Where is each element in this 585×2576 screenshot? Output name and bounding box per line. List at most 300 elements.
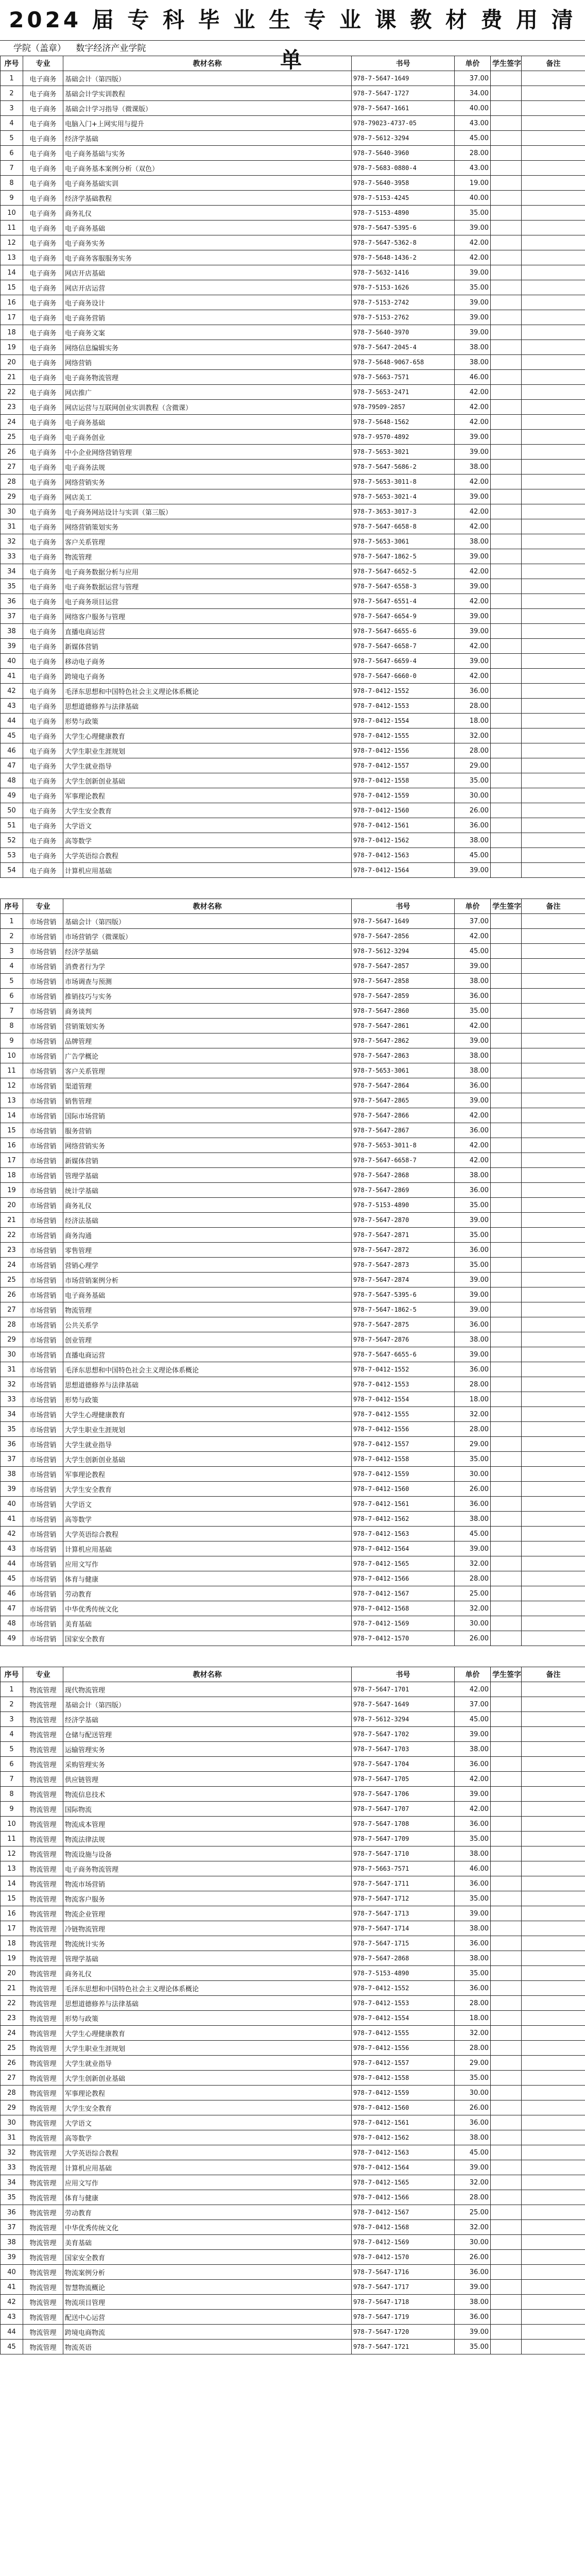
row-signature-cell[interactable] <box>491 1921 522 1936</box>
table-row <box>1 1571 585 1586</box>
row-major: 市场营销 <box>23 959 63 974</box>
row-isbn: 978-7-5647-2866 <box>352 1108 455 1123</box>
row-signature-cell[interactable] <box>491 1287 522 1302</box>
row-signature-cell[interactable] <box>491 1422 522 1437</box>
row-note-cell <box>522 1078 585 1093</box>
row-signature-cell[interactable] <box>491 639 522 654</box>
row-seq: 42 <box>1 684 23 699</box>
row-isbn: 978-7-5647-1718 <box>352 2295 455 2310</box>
row-major: 电子商务 <box>23 758 63 773</box>
row-seq: 34 <box>1 2175 23 2190</box>
row-textbook: 经济法基础 <box>63 1213 352 1228</box>
row-note-cell <box>522 1168 585 1183</box>
row-textbook: 电子商务创业 <box>63 430 352 445</box>
row-major: 市场营销 <box>23 1198 63 1213</box>
row-signature-cell[interactable] <box>491 2026 522 2041</box>
row-signature-cell[interactable] <box>491 1787 522 1802</box>
row-price: 42.00 <box>455 385 491 400</box>
row-signature-cell[interactable] <box>491 415 522 430</box>
row-isbn: 978-7-5647-2876 <box>352 1332 455 1347</box>
row-note-cell <box>522 929 585 944</box>
row-signature-cell[interactable] <box>491 1078 522 1093</box>
row-signature-cell[interactable] <box>491 176 522 191</box>
row-major: 物流管理 <box>23 2205 63 2220</box>
row-note-cell <box>522 1497 585 1512</box>
row-isbn: 978-7-5653-2471 <box>352 385 455 400</box>
row-major: 物流管理 <box>23 1757 63 1772</box>
row-signature-cell[interactable] <box>491 974 522 989</box>
table-row <box>1 340 585 355</box>
row-seq: 35 <box>1 579 23 594</box>
row-signature-cell[interactable] <box>491 2250 522 2265</box>
row-major: 市场营销 <box>23 1362 63 1377</box>
row-isbn: 978-7-5647-2874 <box>352 1273 455 1287</box>
row-major: 电子商务 <box>23 161 63 176</box>
row-signature-cell[interactable] <box>491 2041 522 2056</box>
row-signature-cell[interactable] <box>491 1527 522 1541</box>
row-signature-cell[interactable] <box>491 1996 522 2011</box>
row-textbook: 网络信息编辑实务 <box>63 340 352 355</box>
row-signature-cell[interactable] <box>491 1213 522 1228</box>
row-isbn: 978-7-0412-1559 <box>352 2086 455 2100</box>
row-major: 市场营销 <box>23 1631 63 1646</box>
row-signature-cell[interactable] <box>491 833 522 848</box>
row-note-cell <box>522 519 585 534</box>
row-signature-cell[interactable] <box>491 2160 522 2175</box>
row-price: 35.00 <box>455 1258 491 1273</box>
row-price: 18.00 <box>455 714 491 728</box>
row-signature-cell[interactable] <box>491 863 522 878</box>
row-signature-cell[interactable] <box>491 2295 522 2310</box>
row-note-cell <box>522 176 585 191</box>
row-signature-cell[interactable] <box>491 1832 522 1846</box>
row-major: 物流管理 <box>23 1802 63 1817</box>
row-signature-cell[interactable] <box>491 699 522 714</box>
row-signature-cell[interactable] <box>491 624 522 639</box>
row-major: 物流管理 <box>23 2295 63 2310</box>
row-signature-cell[interactable] <box>491 1108 522 1123</box>
row-signature-cell[interactable] <box>491 929 522 944</box>
table-row <box>1 2205 585 2220</box>
row-signature-cell[interactable] <box>491 2265 522 2280</box>
section-logistics-table <box>0 1667 585 2354</box>
row-signature-cell[interactable] <box>491 1861 522 1876</box>
row-major: 电子商务 <box>23 176 63 191</box>
row-major: 物流管理 <box>23 2011 63 2026</box>
row-signature-cell[interactable] <box>491 131 522 146</box>
row-signature-cell[interactable] <box>491 914 522 929</box>
row-signature-cell[interactable] <box>491 355 522 370</box>
row-note-cell <box>522 1527 585 1541</box>
header-textbook: 教材名称 <box>63 1667 352 1682</box>
row-seq: 51 <box>1 818 23 833</box>
row-signature-cell[interactable] <box>491 1153 522 1168</box>
row-note-cell <box>522 86 585 101</box>
row-signature-cell[interactable] <box>491 1712 522 1727</box>
row-seq: 44 <box>1 2325 23 2340</box>
row-signature-cell[interactable] <box>491 2205 522 2220</box>
row-note-cell <box>522 1616 585 1631</box>
row-signature-cell[interactable] <box>491 1048 522 1063</box>
row-signature-cell[interactable] <box>491 848 522 863</box>
row-signature-cell[interactable] <box>491 594 522 609</box>
row-note-cell <box>522 250 585 265</box>
row-signature-cell[interactable] <box>491 2310 522 2325</box>
row-signature-cell[interactable] <box>491 2145 522 2160</box>
row-major: 电子商务 <box>23 280 63 295</box>
row-signature-cell[interactable] <box>491 1168 522 1183</box>
row-major: 物流管理 <box>23 2071 63 2086</box>
row-isbn: 978-7-5647-2867 <box>352 1123 455 1138</box>
row-signature-cell[interactable] <box>491 1198 522 1213</box>
row-textbook: 毛泽东思想和中国特色社会主义理论体系概论 <box>63 1981 352 1996</box>
row-signature-cell[interactable] <box>491 71 522 86</box>
row-signature-cell[interactable] <box>491 1556 522 1571</box>
row-signature-cell[interactable] <box>491 803 522 818</box>
row-signature-cell[interactable] <box>491 1817 522 1832</box>
row-major: 物流管理 <box>23 1742 63 1757</box>
row-seq: 11 <box>1 221 23 235</box>
row-signature-cell[interactable] <box>491 669 522 684</box>
row-signature-cell[interactable] <box>491 2056 522 2071</box>
row-signature-cell[interactable] <box>491 1452 522 1467</box>
row-isbn: 978-7-0412-1554 <box>352 714 455 728</box>
row-isbn: 978-7-5647-5395-6 <box>352 221 455 235</box>
row-signature-cell[interactable] <box>491 280 522 295</box>
row-isbn: 978-7-0412-1553 <box>352 699 455 714</box>
row-major: 市场营销 <box>23 914 63 929</box>
row-signature-cell[interactable] <box>491 1467 522 1482</box>
row-signature-cell[interactable] <box>491 1936 522 1951</box>
row-signature-cell[interactable] <box>491 1876 522 1891</box>
row-signature-cell[interactable] <box>491 989 522 1004</box>
row-signature-cell[interactable] <box>491 1332 522 1347</box>
row-signature-cell[interactable] <box>491 1482 522 1497</box>
row-signature-cell[interactable] <box>491 728 522 743</box>
row-price: 38.00 <box>455 1921 491 1936</box>
row-isbn: 978-7-5647-6654-9 <box>352 609 455 624</box>
row-signature-cell[interactable] <box>491 1392 522 1407</box>
row-signature-cell[interactable] <box>491 2071 522 2086</box>
row-signature-cell[interactable] <box>491 1063 522 1078</box>
row-note-cell <box>522 1243 585 1258</box>
row-signature-cell[interactable] <box>491 2340 522 2354</box>
row-signature-cell[interactable] <box>491 1407 522 1422</box>
row-textbook: 大学生创新创业基础 <box>63 2071 352 2086</box>
row-textbook: 网店推广 <box>63 385 352 400</box>
row-signature-cell[interactable] <box>491 310 522 325</box>
row-signature-cell[interactable] <box>491 743 522 758</box>
row-textbook: 商务礼仪 <box>63 206 352 221</box>
row-signature-cell[interactable] <box>491 1362 522 1377</box>
row-isbn: 978-7-5647-1862-5 <box>352 1302 455 1317</box>
row-signature-cell[interactable] <box>491 773 522 788</box>
header-isbn: 书号 <box>352 1667 455 1682</box>
row-isbn: 978-7-5647-1713 <box>352 1906 455 1921</box>
row-isbn: 978-7-5647-6655-6 <box>352 1347 455 1362</box>
row-price: 40.00 <box>455 191 491 206</box>
row-signature-cell[interactable] <box>491 1123 522 1138</box>
row-signature-cell[interactable] <box>491 1302 522 1317</box>
row-signature-cell[interactable] <box>491 2115 522 2130</box>
row-signature-cell[interactable] <box>491 564 522 579</box>
row-signature-cell[interactable] <box>491 654 522 669</box>
row-signature-cell[interactable] <box>491 714 522 728</box>
row-isbn: 978-7-0412-1552 <box>352 684 455 699</box>
row-signature-cell[interactable] <box>491 235 522 250</box>
row-signature-cell[interactable] <box>491 86 522 101</box>
row-seq: 45 <box>1 2340 23 2354</box>
row-seq: 15 <box>1 280 23 295</box>
row-signature-cell[interactable] <box>491 385 522 400</box>
table-row <box>1 1078 585 1093</box>
row-note-cell <box>522 146 585 161</box>
row-signature-cell[interactable] <box>491 1258 522 1273</box>
row-seq: 39 <box>1 639 23 654</box>
row-signature-cell[interactable] <box>491 445 522 460</box>
row-textbook: 电子商务文案 <box>63 325 352 340</box>
row-major: 电子商务 <box>23 579 63 594</box>
row-price: 35.00 <box>455 1891 491 1906</box>
row-note-cell <box>522 728 585 743</box>
row-signature-cell[interactable] <box>491 519 522 534</box>
row-signature-cell[interactable] <box>491 460 522 474</box>
row-seq: 14 <box>1 1876 23 1891</box>
table-row <box>1 1616 585 1631</box>
row-signature-cell[interactable] <box>491 1317 522 1332</box>
row-major: 市场营销 <box>23 1437 63 1452</box>
row-signature-cell[interactable] <box>491 2130 522 2145</box>
row-signature-cell[interactable] <box>491 788 522 803</box>
row-signature-cell[interactable] <box>491 534 522 549</box>
row-signature-cell[interactable] <box>491 250 522 265</box>
row-signature-cell[interactable] <box>491 474 522 489</box>
row-textbook: 消费者行为学 <box>63 959 352 974</box>
row-seq: 32 <box>1 1377 23 1392</box>
row-signature-cell[interactable] <box>491 400 522 415</box>
row-price: 35.00 <box>455 2340 491 2354</box>
row-signature-cell[interactable] <box>491 1347 522 1362</box>
row-note-cell <box>522 221 585 235</box>
row-signature-cell[interactable] <box>491 1966 522 1981</box>
table-row <box>1 1437 585 1452</box>
row-signature-cell[interactable] <box>491 758 522 773</box>
row-note-cell <box>522 564 585 579</box>
row-textbook: 新媒体营销 <box>63 1153 352 1168</box>
row-price: 39.00 <box>455 1213 491 1228</box>
row-signature-cell[interactable] <box>491 549 522 564</box>
row-signature-cell[interactable] <box>491 1906 522 1921</box>
row-signature-cell[interactable] <box>491 430 522 445</box>
row-signature-cell[interactable] <box>491 1586 522 1601</box>
table-row <box>1 2295 585 2310</box>
row-signature-cell[interactable] <box>491 370 522 385</box>
row-price: 40.00 <box>455 101 491 116</box>
row-seq: 18 <box>1 325 23 340</box>
row-price: 45.00 <box>455 2145 491 2160</box>
row-seq: 32 <box>1 534 23 549</box>
row-textbook: 跨境电子商务 <box>63 669 352 684</box>
row-seq: 21 <box>1 1981 23 1996</box>
row-note-cell <box>522 534 585 549</box>
row-signature-cell[interactable] <box>491 1228 522 1243</box>
row-textbook: 大学生安全教育 <box>63 1482 352 1497</box>
row-signature-cell[interactable] <box>491 1497 522 1512</box>
row-textbook: 大学生安全教育 <box>63 803 352 818</box>
row-price: 30.00 <box>455 2235 491 2250</box>
row-price: 32.00 <box>455 1556 491 1571</box>
row-signature-cell[interactable] <box>491 265 522 280</box>
row-note-cell <box>522 1332 585 1347</box>
row-note-cell <box>522 1467 585 1482</box>
row-signature-cell[interactable] <box>491 191 522 206</box>
table-row <box>1 1422 585 1437</box>
row-textbook: 市场调查与预测 <box>63 974 352 989</box>
row-signature-cell[interactable] <box>491 1033 522 1048</box>
row-signature-cell[interactable] <box>491 325 522 340</box>
row-signature-cell[interactable] <box>491 1802 522 1817</box>
row-signature-cell[interactable] <box>491 579 522 594</box>
row-signature-cell[interactable] <box>491 1004 522 1019</box>
row-signature-cell[interactable] <box>491 1437 522 1452</box>
row-signature-cell[interactable] <box>491 489 522 504</box>
row-signature-cell[interactable] <box>491 2175 522 2190</box>
row-signature-cell[interactable] <box>491 101 522 116</box>
table-row <box>1 385 585 400</box>
row-signature-cell[interactable] <box>491 2220 522 2235</box>
row-textbook: 跨境电商物流 <box>63 2325 352 2340</box>
row-signature-cell[interactable] <box>491 1891 522 1906</box>
row-textbook: 计算机应用基础 <box>63 2160 352 2175</box>
row-signature-cell[interactable] <box>491 2100 522 2115</box>
row-signature-cell[interactable] <box>491 1682 522 1697</box>
row-signature-cell[interactable] <box>491 959 522 974</box>
row-price: 39.00 <box>455 430 491 445</box>
row-signature-cell[interactable] <box>491 1273 522 1287</box>
row-signature-cell[interactable] <box>491 504 522 519</box>
row-textbook: 电子商务基础实训 <box>63 176 352 191</box>
row-note-cell <box>522 594 585 609</box>
row-signature-cell[interactable] <box>491 1757 522 1772</box>
row-signature-cell[interactable] <box>491 2325 522 2340</box>
row-seq: 22 <box>1 1996 23 2011</box>
table-row <box>1 1817 585 1832</box>
row-major: 物流管理 <box>23 2086 63 2100</box>
row-signature-cell[interactable] <box>491 1571 522 1586</box>
row-signature-cell[interactable] <box>491 1138 522 1153</box>
table-row <box>1 1213 585 1228</box>
row-signature-cell[interactable] <box>491 2086 522 2100</box>
table-row <box>1 474 585 489</box>
row-textbook: 国际物流 <box>63 1802 352 1817</box>
row-price: 43.00 <box>455 161 491 176</box>
row-price: 28.00 <box>455 699 491 714</box>
row-major: 物流管理 <box>23 1996 63 2011</box>
row-note-cell <box>522 1019 585 1033</box>
row-signature-cell[interactable] <box>491 684 522 699</box>
row-price: 35.00 <box>455 1452 491 1467</box>
row-signature-cell[interactable] <box>491 1697 522 1712</box>
row-signature-cell[interactable] <box>491 295 522 310</box>
row-seq: 49 <box>1 788 23 803</box>
row-signature-cell[interactable] <box>491 2011 522 2026</box>
row-signature-cell[interactable] <box>491 1631 522 1646</box>
row-signature-cell[interactable] <box>491 161 522 176</box>
row-signature-cell[interactable] <box>491 1981 522 1996</box>
row-price: 42.00 <box>455 564 491 579</box>
row-signature-cell[interactable] <box>491 818 522 833</box>
row-price: 42.00 <box>455 1108 491 1123</box>
row-major: 电子商务 <box>23 206 63 221</box>
row-signature-cell[interactable] <box>491 1541 522 1556</box>
row-isbn: 978-7-5683-0880-4 <box>352 161 455 176</box>
row-signature-cell[interactable] <box>491 1377 522 1392</box>
row-seq: 45 <box>1 728 23 743</box>
row-signature-cell[interactable] <box>491 1243 522 1258</box>
table-row <box>1 609 585 624</box>
row-signature-cell[interactable] <box>491 1616 522 1631</box>
row-signature-cell[interactable] <box>491 1951 522 1966</box>
row-seq: 27 <box>1 460 23 474</box>
row-signature-cell[interactable] <box>491 116 522 131</box>
row-isbn: 978-7-5648-1562 <box>352 415 455 430</box>
row-signature-cell[interactable] <box>491 146 522 161</box>
row-textbook: 国家安全教育 <box>63 1631 352 1646</box>
row-signature-cell[interactable] <box>491 206 522 221</box>
row-note-cell <box>522 714 585 728</box>
row-signature-cell[interactable] <box>491 340 522 355</box>
row-signature-cell[interactable] <box>491 1846 522 1861</box>
row-signature-cell[interactable] <box>491 2235 522 2250</box>
row-seq: 41 <box>1 2280 23 2295</box>
row-seq: 41 <box>1 669 23 684</box>
row-seq: 38 <box>1 2235 23 2250</box>
row-textbook: 网络营销实务 <box>63 1138 352 1153</box>
row-isbn: 978-7-0412-1562 <box>352 2130 455 2145</box>
row-signature-cell[interactable] <box>491 1512 522 1527</box>
row-signature-cell[interactable] <box>491 1727 522 1742</box>
row-isbn: 978-7-0412-1557 <box>352 758 455 773</box>
row-textbook: 渠道管理 <box>63 1078 352 1093</box>
table-row <box>1 1033 585 1048</box>
row-price: 38.00 <box>455 1063 491 1078</box>
row-signature-cell[interactable] <box>491 944 522 959</box>
row-textbook: 计算机应用基础 <box>63 863 352 878</box>
table-row <box>1 1168 585 1183</box>
row-note-cell <box>522 2220 585 2235</box>
row-signature-cell[interactable] <box>491 1093 522 1108</box>
row-signature-cell[interactable] <box>491 1183 522 1198</box>
row-signature-cell[interactable] <box>491 2280 522 2295</box>
row-note-cell <box>522 1936 585 1951</box>
row-signature-cell[interactable] <box>491 1019 522 1033</box>
row-signature-cell[interactable] <box>491 1742 522 1757</box>
table-row <box>1 1377 585 1392</box>
row-signature-cell[interactable] <box>491 1601 522 1616</box>
row-major: 市场营销 <box>23 1422 63 1437</box>
row-isbn: 978-7-0412-1561 <box>352 818 455 833</box>
row-note-cell <box>522 1153 585 1168</box>
row-signature-cell[interactable] <box>491 221 522 235</box>
row-textbook: 冷链物流管理 <box>63 1921 352 1936</box>
row-note-cell <box>522 863 585 878</box>
row-textbook: 商务沟通 <box>63 1228 352 1243</box>
row-note-cell <box>522 1996 585 2011</box>
row-signature-cell[interactable] <box>491 2190 522 2205</box>
header-signature: 学生签字 <box>491 1667 522 1682</box>
row-signature-cell[interactable] <box>491 1772 522 1787</box>
row-signature-cell[interactable] <box>491 609 522 624</box>
